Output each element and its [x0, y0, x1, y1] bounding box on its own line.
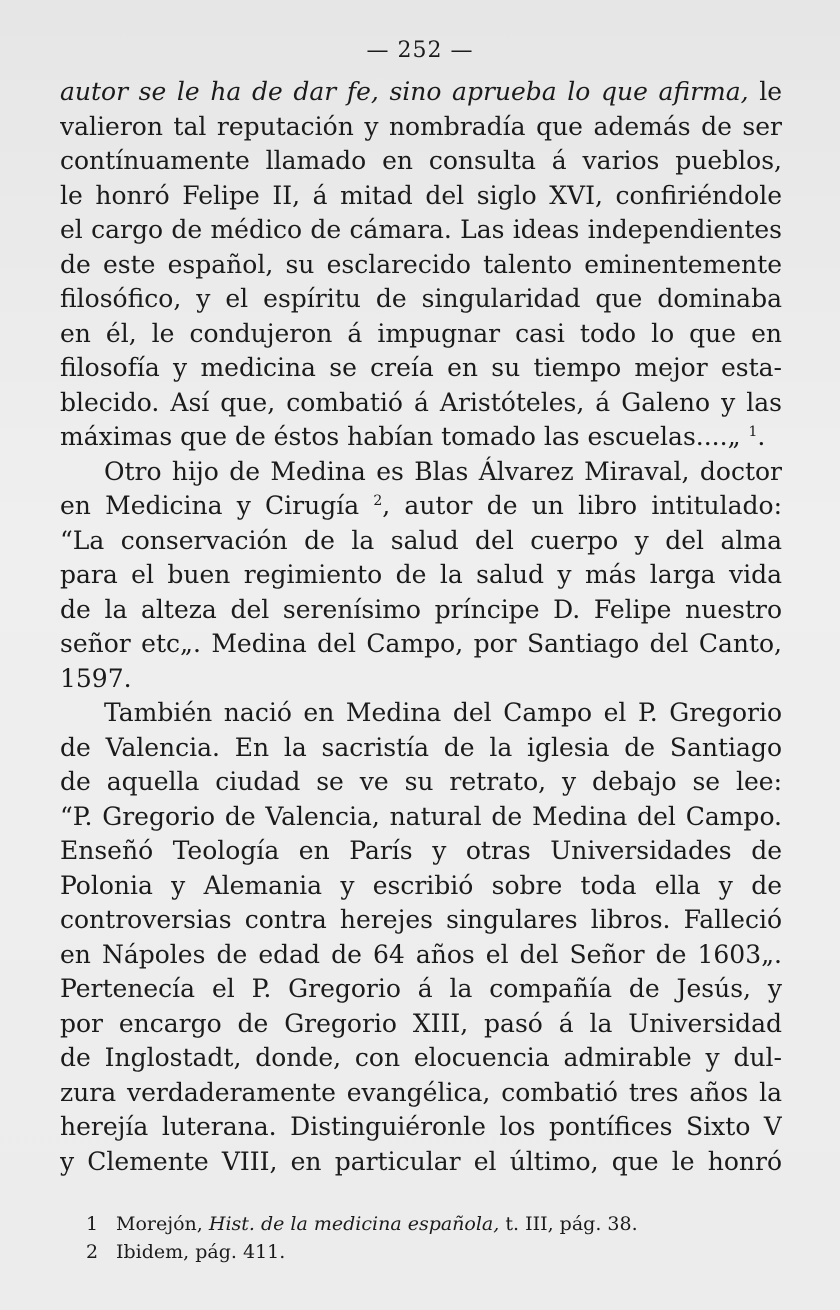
- text-run: de la alteza del serenísimo príncipe D. Felipe nuestro: [60, 594, 782, 624]
- text-line: [60, 455, 782, 490]
- text-run: Enseñó Teología en París y otras Universidades de: [60, 836, 782, 865]
- text-run: máximas que de éstos habían tomado las escuelas....„: [60, 422, 749, 451]
- text-run: zura verdaderamente evangélica, combatió tres años la: [60, 1077, 782, 1107]
- text-line: [60, 420, 782, 455]
- text-run: valieron tal reputación y nombradía que además de ser: [60, 111, 782, 141]
- text-line: [60, 662, 782, 697]
- text-line: [60, 800, 782, 835]
- text-run: blecido. Así que, combatió á Aristóteles, á Galeno y las: [60, 387, 782, 417]
- footnotes: [86, 1210, 766, 1266]
- text-line: [60, 386, 782, 421]
- text-line: [60, 593, 782, 628]
- text-run: de Inglostadt, donde, con elocuencia admirable y dul-: [60, 1043, 782, 1072]
- text-run: en Nápoles de edad de 64 años el del Señor de 1603„.: [60, 939, 782, 969]
- text-run: .: [757, 422, 766, 451]
- text-line: [60, 869, 782, 904]
- text-run: filosófico, y el espíritu de singularidad que dominaba: [60, 284, 782, 313]
- text-line: [60, 213, 782, 248]
- text-run: “La conservación de la salud del cuerpo y del alma: [60, 525, 782, 555]
- text-line: [60, 179, 782, 214]
- text-run: en Medicina y Cirugía: [60, 491, 374, 520]
- text-line: [60, 282, 782, 317]
- body-text: [60, 75, 782, 1179]
- footnote-reference: 1: [748, 424, 758, 440]
- text-line: [60, 1076, 782, 1111]
- text-line: [60, 1007, 782, 1042]
- text-line: [60, 903, 782, 938]
- text-run: de aquella ciudad se ve su retrato, y debajo se lee:: [60, 767, 782, 796]
- text-run: Morejón,: [116, 1213, 209, 1235]
- text-line: [60, 75, 782, 110]
- text-line: [60, 144, 782, 179]
- footnote: [86, 1210, 766, 1238]
- text-line: [60, 1145, 782, 1180]
- text-line: [60, 1041, 782, 1076]
- text-run: le honró Felipe II, á mitad del siglo XVI, confiriéndole: [60, 180, 782, 210]
- footnote-number: 1: [86, 1213, 99, 1235]
- text-line: [60, 110, 782, 145]
- text-run: para el buen regimiento de la salud y más larga vida: [60, 560, 782, 589]
- text-line: [60, 765, 782, 800]
- page-number: — 252 —: [366, 38, 474, 63]
- text-line: [60, 731, 782, 766]
- text-line: [60, 972, 782, 1007]
- text-run: 1597.: [60, 663, 132, 693]
- footnote-number: 2: [86, 1241, 99, 1263]
- text-run: de este español, su esclarecido talento eminentemente: [60, 249, 782, 279]
- text-line: [60, 524, 782, 559]
- text-run: Otro hijo de Medina es Blas Álvarez Miraval, doctor: [104, 456, 782, 486]
- text-run: controversias contra herejes singulares libros. Falleció: [60, 905, 782, 934]
- text-run: y Clemente VIII, en particular el último, que le honró: [60, 1146, 782, 1176]
- footnote-reference: 2: [373, 493, 383, 509]
- text-line: [60, 489, 782, 524]
- text-run: También nació en Medina del Campo el P. Gregorio: [104, 698, 782, 727]
- text-run: por encargo de Gregorio XIII, pasó á la Universidad: [60, 1008, 782, 1038]
- text-line: [60, 1110, 782, 1145]
- text-line: [60, 558, 782, 593]
- text-run: herejía luterana. Distinguiéronle los pontífices Sixto V: [60, 1112, 782, 1141]
- text-run: Ibidem, pág. 411.: [116, 1241, 286, 1263]
- text-run: en él, le condujeron á impugnar casi todo lo que en: [60, 318, 782, 348]
- text-run: señor etc„. Medina del Campo, por Santiago del Canto,: [60, 629, 782, 658]
- text-run: , autor de un libro intitulado:: [382, 491, 782, 520]
- text-run: de Valencia. En la sacristía de la iglesia de Santiago: [60, 732, 782, 762]
- text-line: [60, 317, 782, 352]
- text-line: [60, 351, 782, 386]
- italic-text: autor se le ha de dar fe, sino aprueba lo que afirma,: [60, 77, 749, 106]
- text-run: le: [748, 77, 782, 106]
- text-line: [60, 627, 782, 662]
- text-run: contínuamente llamado en consulta á varios pueblos,: [60, 146, 782, 175]
- text-run: filosofía y medicina se creía en su tiempo mejor esta-: [60, 353, 782, 382]
- text-line: [60, 696, 782, 731]
- text-run: t. III, pág. 38.: [499, 1213, 638, 1235]
- text-line: [60, 834, 782, 869]
- text-line: [60, 248, 782, 283]
- text-run: “P. Gregorio de Valencia, natural de Medina del Campo.: [60, 801, 782, 831]
- italic-text: Hist. de la medicina española,: [208, 1213, 500, 1235]
- text-run: Pertenecía el P. Gregorio á la compañía de Jesús, y: [60, 974, 782, 1003]
- footnote: [86, 1238, 766, 1266]
- text-run: Polonia y Alemania y escribió sobre toda ella y de: [60, 870, 782, 900]
- text-run: el cargo de médico de cámara. Las ideas independientes: [60, 215, 782, 244]
- text-line: [60, 938, 782, 973]
